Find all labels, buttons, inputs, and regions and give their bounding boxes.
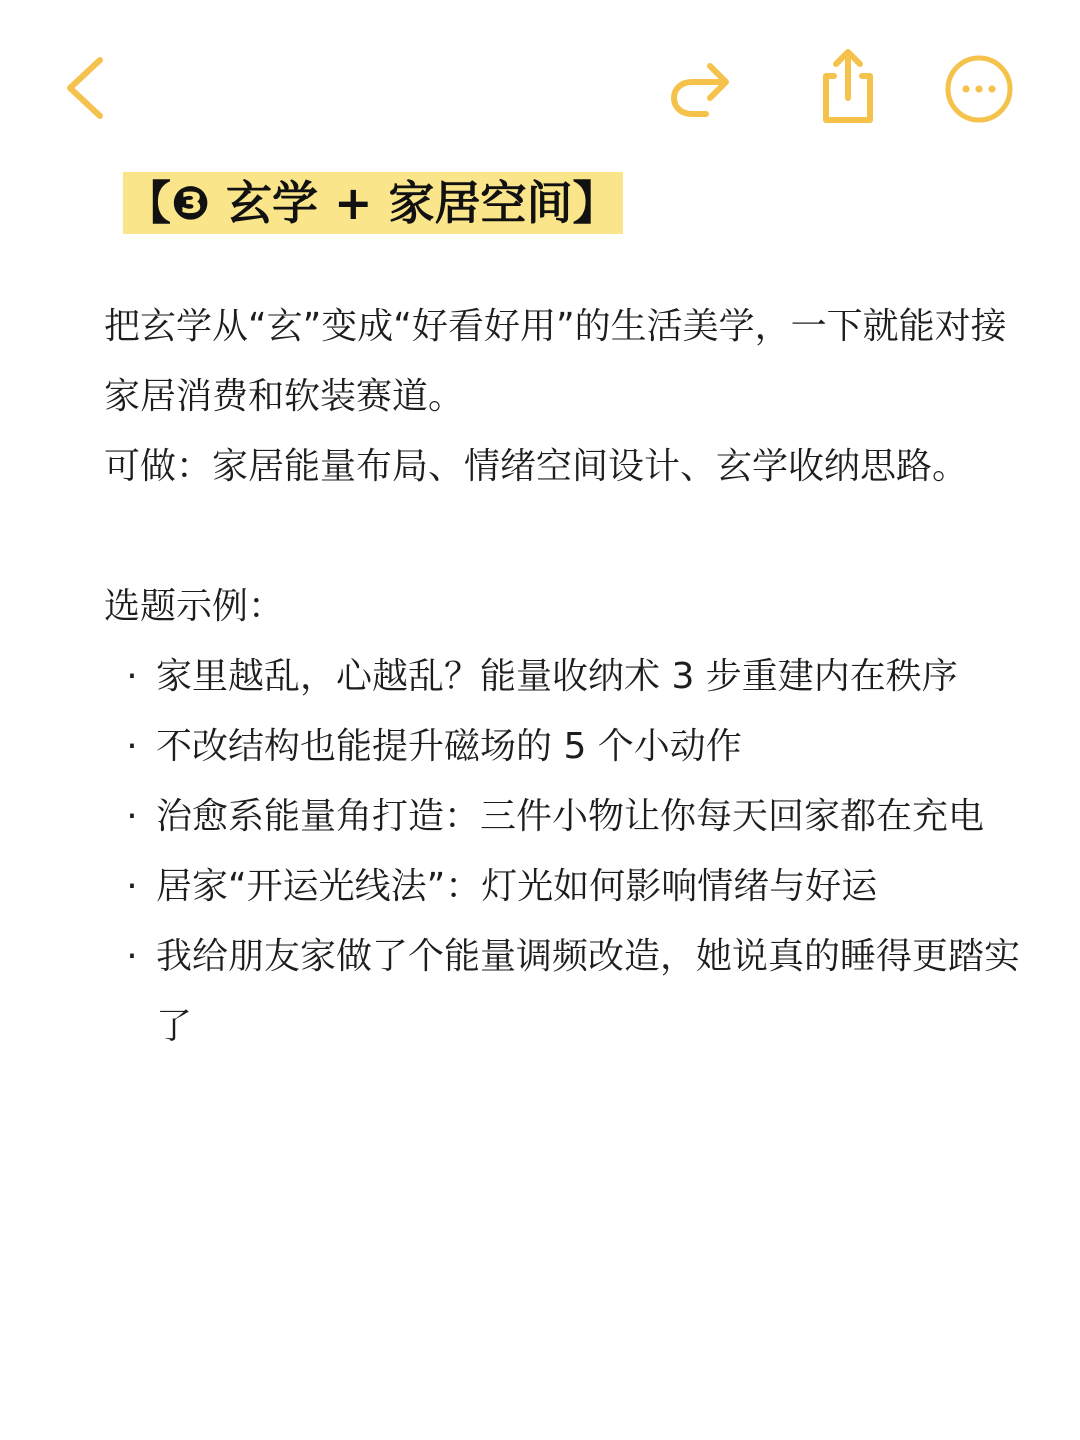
more-button[interactable] [940,50,1018,128]
list-item [104,782,1024,852]
list-item [104,642,1024,712]
more-dots-circle-icon [940,50,1018,128]
section-heading: 【❸ 玄学 + 家居空间】 [123,172,623,234]
bullet-icon: · [126,796,138,837]
bullet-icon: · [126,726,138,767]
list-item [104,852,1024,922]
bullet-icon: · [126,656,138,697]
bullet-icon: · [126,866,138,907]
note-body [104,292,1024,1062]
intro-paragraph: 把玄学从“玄”变成“好看好用”的生活美学，一下就能对接家居消费和软装赛道。 [104,306,1007,417]
list-item-text: 家里越乱，心越乱？能量收纳术 3 步重建内在秩序 [156,656,958,697]
share-button[interactable] [812,46,882,126]
redo-arrow-icon [666,54,734,122]
topic-example-list [104,642,1024,1062]
list-item [104,712,1024,782]
list-item [104,922,1024,1062]
list-item-text: 不改结构也能提升磁场的 5 个小动作 [156,726,742,767]
list-item-text: 治愈系能量角打造：三件小物让你每天回家都在充电 [156,796,985,837]
blank-line [104,502,1024,572]
examples-label: 选题示例： [104,586,285,627]
share-upload-icon [812,46,882,126]
redo-button[interactable] [666,54,734,122]
bullet-icon: · [126,936,138,977]
back-button[interactable] [58,52,118,124]
options-paragraph: 可做：家居能量布局、情绪空间设计、玄学收纳思路。 [104,446,969,487]
chevron-left-icon [58,52,118,124]
list-item-text: 居家“开运光线法”：灯光如何影响情绪与好运 [156,866,878,907]
top-toolbar [0,0,1080,170]
list-item-text: 我给朋友家做了个能量调频改造，她说真的睡得更踏实了 [156,936,1021,1047]
